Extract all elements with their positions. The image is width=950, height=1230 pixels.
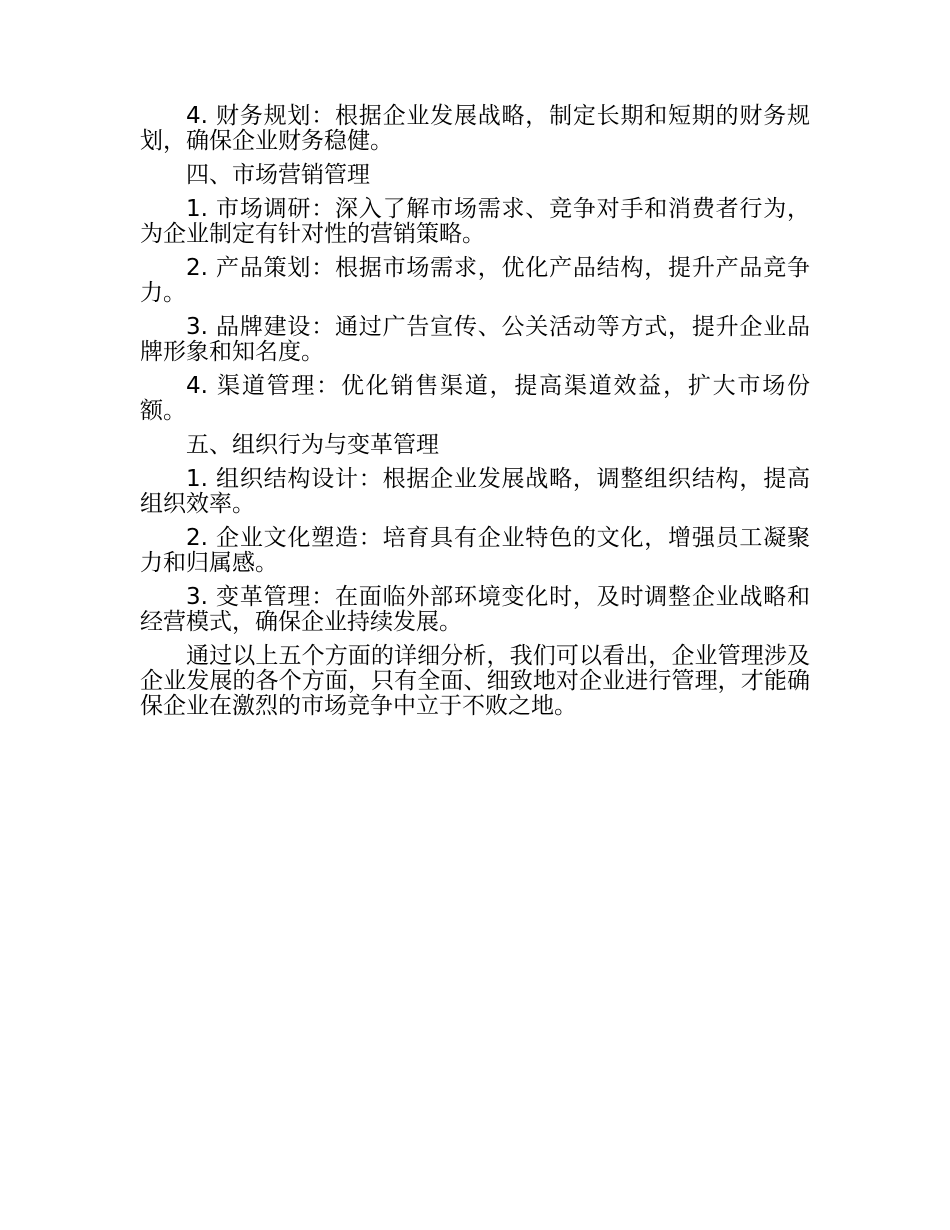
paragraph-conclusion: 通过以上五个方面的详细分析，我们可以看出，企业管理涉及企业发展的各个方面，只有全面、细致地对企业进行管理，才能确保企业在激烈的市场竞争中立于不败之地。 [140,643,810,719]
paragraph-product-planning: 2. 产品策划：根据市场需求，优化产品结构，提升产品竞争力。 [140,255,810,306]
paragraph-market-research: 1. 市场调研：深入了解市场需求、竞争对手和消费者行为，为企业制定有针对性的营销策略。 [140,196,810,247]
section-heading-marketing: 四、市场营销管理 [186,162,370,188]
paragraph-brand-building: 3. 品牌建设：通过广告宣传、公关活动等方式，提升企业品牌形象和知名度。 [140,314,810,365]
section-heading-organization: 五、组织行为与变革管理 [186,432,439,458]
paragraph-corporate-culture: 2. 企业文化塑造：培育具有企业特色的文化，增强员工凝聚力和归属感。 [140,525,810,576]
paragraph-channel-management: 4. 渠道管理：优化销售渠道，提高渠道效益，扩大市场份额。 [140,373,810,424]
document-body [140,104,810,728]
paragraph-org-structure: 1. 组织结构设计：根据企业发展战略，调整组织结构，提高组织效率。 [140,466,810,517]
paragraph-change-management: 3. 变革管理：在面临外部环境变化时，及时调整企业战略和经营模式，确保企业持续发展。 [140,584,810,635]
paragraph-finance-planning: 4. 财务规划：根据企业发展战略，制定长期和短期的财务规划，确保企业财务稳健。 [140,103,810,154]
